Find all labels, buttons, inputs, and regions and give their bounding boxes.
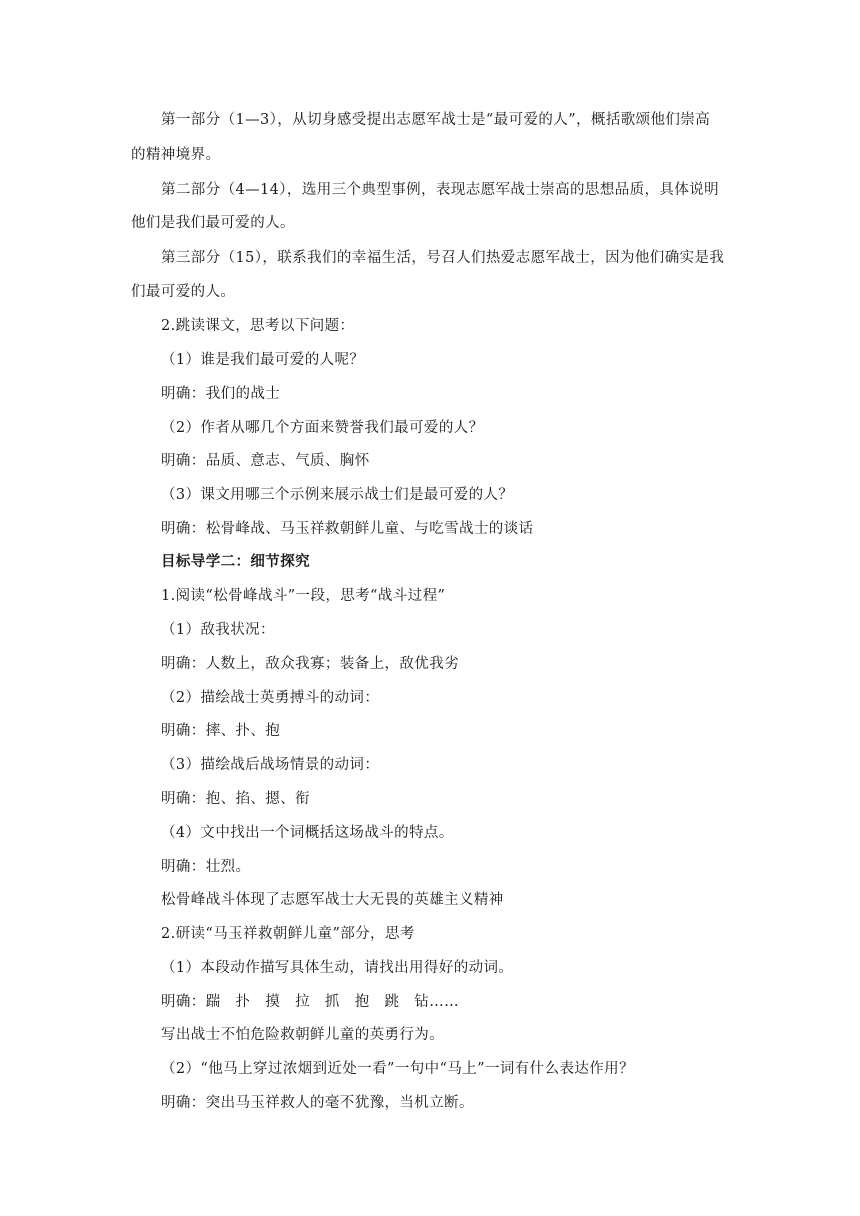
rescue-summary: 写出战士不怕危险救朝鲜儿童的英勇行为。	[161, 1027, 445, 1043]
rescue-question-2: （2）“他马上穿过浓烟到近处一看”一句中“马上”一词有什么表达作用？	[161, 1061, 634, 1077]
answer-1: 明确：我们的战士	[161, 386, 281, 402]
battle-answer-4: 明确：壮烈。	[161, 859, 251, 875]
battle-question-4: （4）文中找出一个词概括这场战斗的特点。	[161, 825, 454, 841]
paragraph-part-one-continued: 的精神境界。	[131, 147, 221, 163]
question-1: （1）谁是我们最可爱的人呢？	[161, 352, 365, 368]
battle-question-1: （1）敌我状况：	[161, 622, 275, 638]
battle-summary: 松骨峰战斗体现了志愿军战士大无畏的英雄主义精神	[161, 892, 504, 908]
answer-3: 明确：松骨峰战、马玉祥救朝鲜儿童、与吃雪战士的谈话	[161, 521, 534, 537]
question-2: （2）作者从哪几个方面来赞誉我们最可爱的人？	[161, 420, 484, 436]
rescue-answer-2: 明确：突出马玉祥救人的毫不犹豫，当机立断。	[161, 1095, 474, 1111]
paragraph-part-three-continued: 们最可爱的人。	[131, 284, 236, 300]
paragraph-part-two: 第二部分（4—14），选用三个典型事例，表现志愿军战士崇高的思想品质，具体说明	[161, 182, 720, 198]
task-ma-yuxiang: 2.研读“马玉祥救朝鲜儿童”部分，思考	[161, 926, 415, 942]
battle-answer-3: 明确：抱、掐、摁、衔	[161, 791, 310, 807]
rescue-question-1: （1）本段动作描写具体生动，请找出用得好的动词。	[161, 960, 514, 976]
section-heading: 目标导学二：细节探究	[161, 554, 310, 570]
battle-answer-2: 明确：摔、扑、抱	[161, 723, 281, 739]
answer-2: 明确：品质、意志、气质、胸怀	[161, 453, 370, 469]
paragraph-part-two-continued: 他们是我们最可爱的人。	[131, 215, 295, 231]
rescue-answer-1: 明确：踹 扑 摸 拉 抓 抱 跳 钻……	[161, 994, 459, 1010]
task-skim-reading: 2.跳读课文，思考以下问题：	[161, 318, 355, 334]
paragraph-part-three: 第三部分（15），联系我们的幸福生活，号召人们热爱志愿军战士，因为他们确实是我	[161, 250, 725, 266]
task-songgufeng-battle: 1.阅读“松骨峰战斗”一段，思考“战斗过程”	[161, 588, 446, 604]
battle-question-3: （3）描绘战后战场情景的动词：	[161, 757, 380, 773]
paragraph-part-one: 第一部分（1—3），从切身感受提出志愿军战士是“最可爱的人”，概括歌颂他们崇高	[161, 112, 711, 128]
battle-question-2: （2）描绘战士英勇搏斗的动词：	[161, 690, 380, 706]
battle-answer-1: 明确：人数上，敌众我寡；装备上，敌优我劣	[161, 656, 459, 672]
question-3: （3）课文用哪三个示例来展示战士们是最可爱的人？	[161, 487, 514, 503]
